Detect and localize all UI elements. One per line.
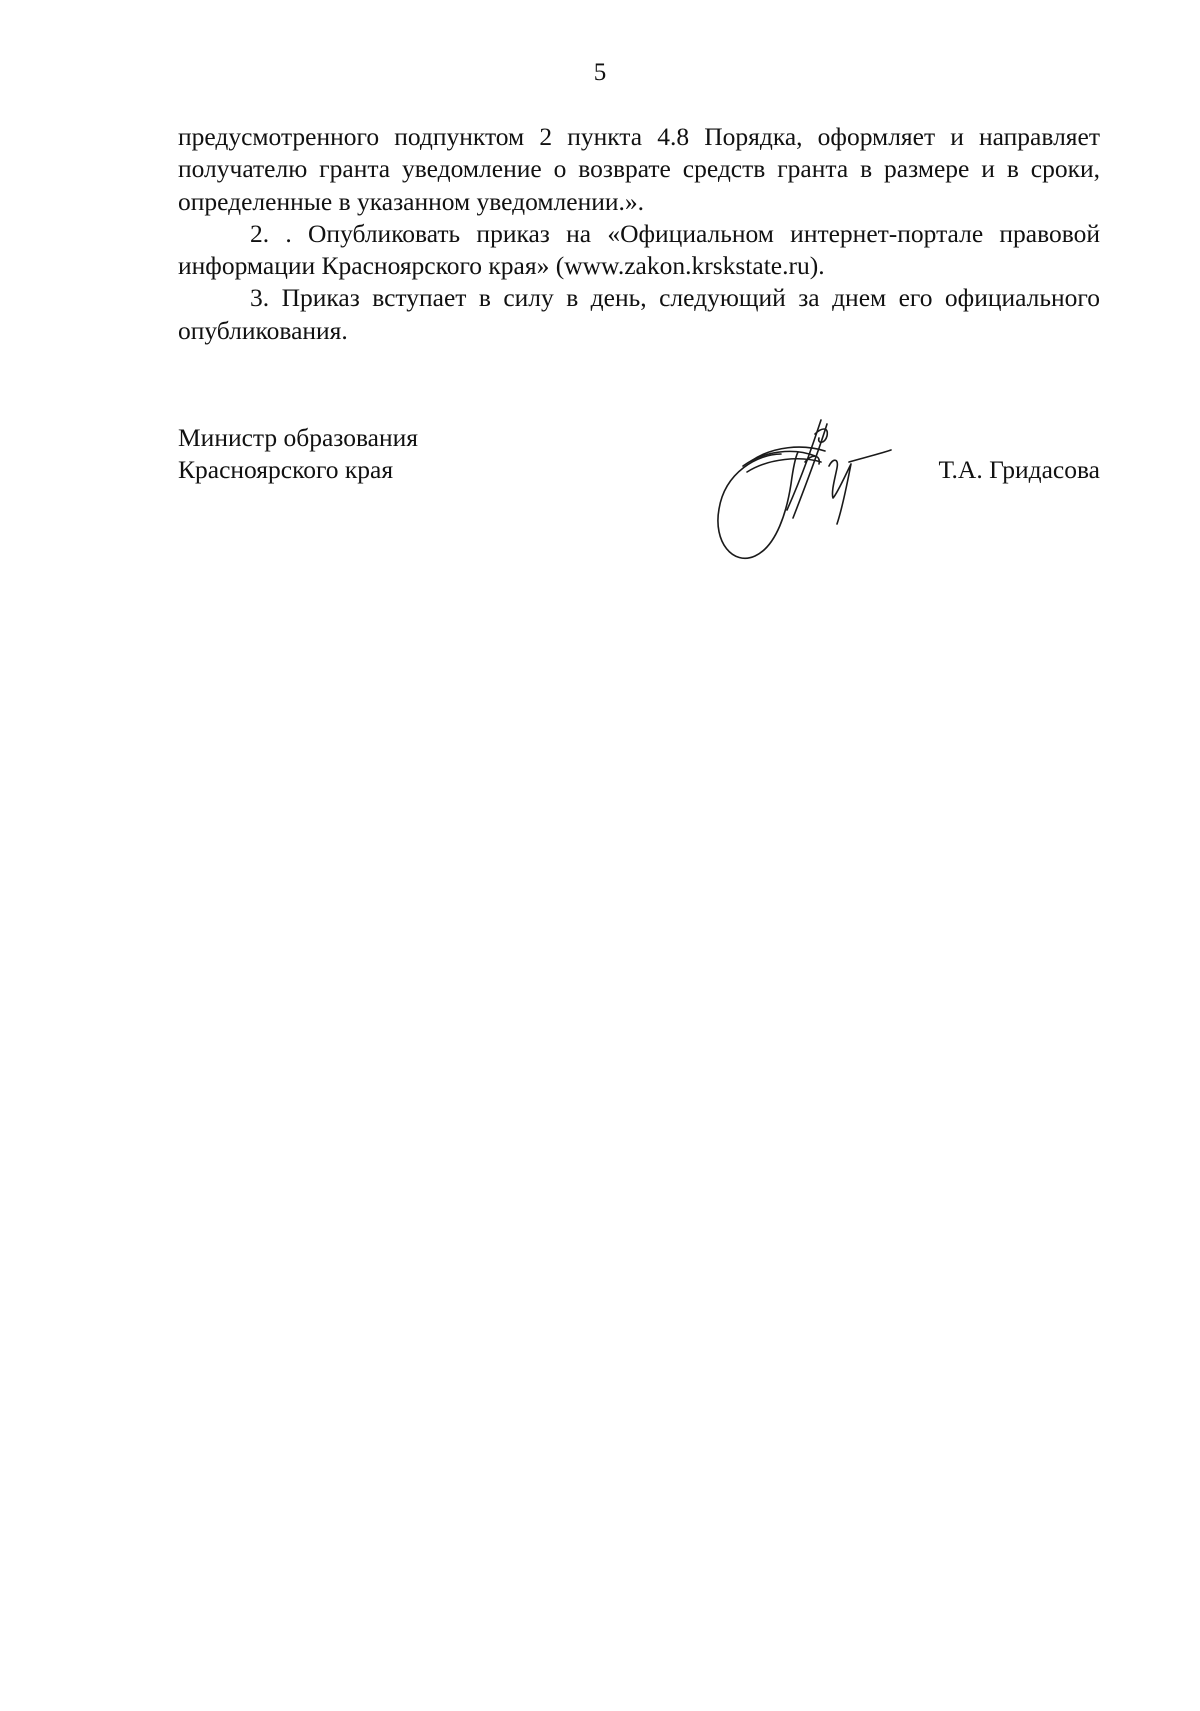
signer-position (178, 422, 418, 486)
signature-block (178, 422, 1100, 552)
page-number: 5 (593, 59, 607, 86)
signer-name: Т.А. Гридасова (938, 455, 1100, 484)
paragraph-item-2: 2. . Опубликовать приказ на «Официальном интернет-портале правовой информации Красноярского края» (www.zakon.krskstate.ru). (178, 218, 1100, 281)
paragraph-continuation: предусмотренного подпунктом 2 пункта 4.8 Порядка, оформляет и направляет получателю гранта уведомление о возврате средств гранта в размере и в сроки, определенные в указанном уведомлении.». (178, 122, 1100, 216)
signer-position-line-1: Министр образования (178, 423, 419, 452)
signer-position-line-2: Красноярского края (178, 455, 394, 484)
paragraph-item-3: 3. Приказ вступает в силу в день, следующий за днем его официального опубликования. (178, 283, 1100, 345)
handwritten-signature-icon (703, 414, 893, 564)
document-body (178, 121, 1100, 347)
